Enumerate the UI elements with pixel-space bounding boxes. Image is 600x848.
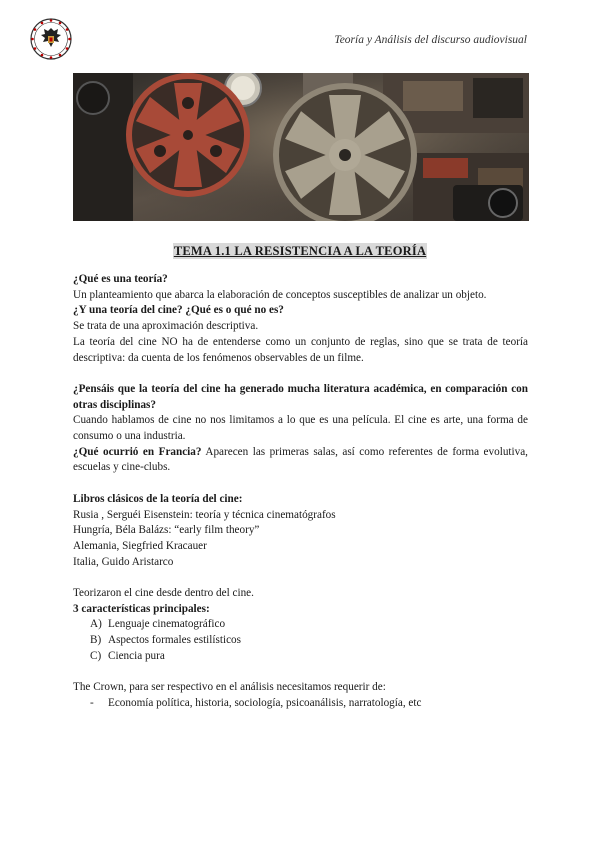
page-heading [0, 242, 600, 260]
list-text: Ciencia pura [108, 649, 165, 662]
theorized-text: Teorizaron el cine desde dentro del cine. [73, 587, 254, 600]
question-france-paragraph [73, 445, 528, 476]
list-item [90, 649, 528, 665]
list-item [90, 617, 528, 633]
book-item: Alemania, Siegfried Kracauer [73, 539, 207, 552]
list-marker: A) [90, 618, 102, 631]
heading-text: TEMA 1.1 LA RESISTENCIA A LA TEORÍA [173, 244, 427, 258]
list-marker: C) [90, 649, 102, 662]
book-item: Hungría, Béla Balázs: “early film theory” [73, 524, 260, 537]
list-marker: B) [90, 634, 102, 647]
crown-text: The Crown, para ser respectivo en el análisis necesitamos requerir de: [73, 681, 386, 694]
characteristics-title: 3 características principales: [73, 602, 210, 615]
dash-marker: - [90, 696, 94, 709]
answer-france: Aparecen las primeras salas, así como referentes de forma evolutiva, escuelas y cine-clubs. [73, 445, 528, 474]
answer-theory: Un planteamiento que abarca la elaboración de conceptos susceptibles de analizar un objeto. [73, 288, 487, 301]
answer-cinema-art: Cuando hablamos de cine no nos limitamos a lo que es una película. El cine es arte, una forma de consumo o una industria. [73, 414, 528, 443]
crown-item-text: Economía política, historia, sociología, psicoanálisis, narratología, etc [108, 696, 422, 709]
university-crest-icon [27, 17, 75, 61]
book-item: Rusia , Serguéi Eisenstein: teoría y técnica cinematógrafos [73, 508, 336, 521]
header-title: Teoría y Análisis del discurso audiovisual [334, 34, 527, 46]
document-body [73, 272, 528, 712]
books-title: Libros clásicos de la teoría del cine: [73, 492, 243, 505]
list-text: Aspectos formales estilísticos [108, 634, 241, 647]
answer-descriptive: Se trata de una aproximación descriptiva. [73, 320, 259, 333]
question-film-theory: ¿Y una teoría del cine? ¿Qué es o qué no es? [73, 304, 284, 317]
list-item [90, 633, 528, 649]
question-france: ¿Qué ocurrió en Francia? [73, 445, 202, 458]
characteristics-list [73, 617, 528, 664]
question-literature: ¿Pensáis que la teoría del cine ha generado mucha literatura académica, en comparación con otras disciplinas? [73, 382, 528, 411]
banner-film-reels-image [73, 73, 529, 221]
question-theory: ¿Qué es una teoría? [73, 273, 168, 285]
book-item: Italia, Guido Aristarco [73, 555, 174, 568]
crown-list-item [73, 696, 528, 712]
answer-not-rules: La teoría del cine NO ha de entenderse como un conjunto de reglas, sino que se trata de teoría descriptiva: da cuenta de los fenómenos observables de un filme. [73, 335, 528, 364]
list-text: Lenguaje cinematográfico [108, 618, 226, 631]
